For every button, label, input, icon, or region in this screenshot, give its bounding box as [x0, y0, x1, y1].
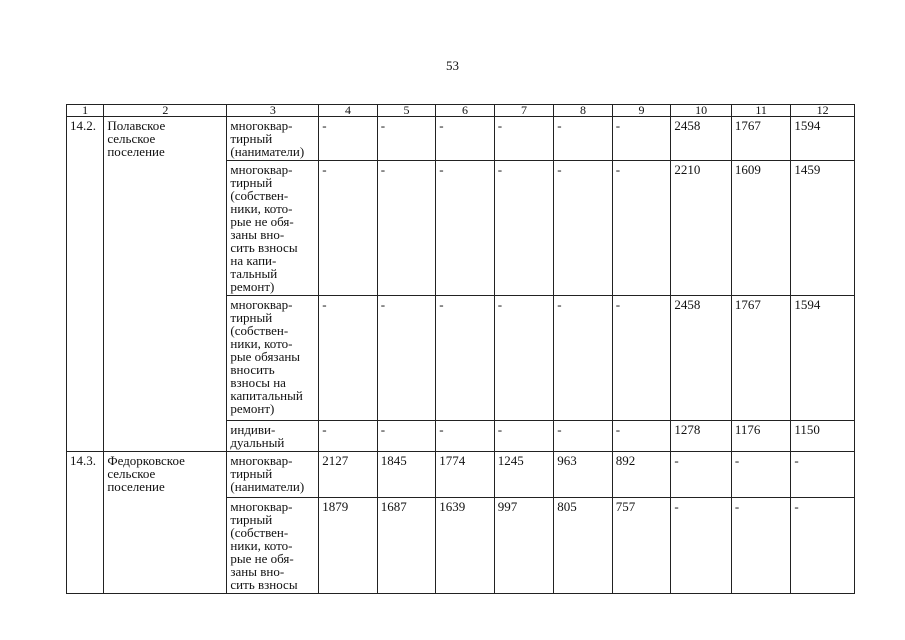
value-cell: - [554, 296, 613, 421]
housing-type-cell [227, 498, 319, 594]
text-line: капитальный [230, 388, 303, 403]
settlement-cell [104, 117, 227, 452]
value-cell: - [319, 117, 378, 161]
value-cell: - [612, 421, 671, 452]
text-line: поселение [107, 479, 165, 494]
value-cell: - [319, 421, 378, 452]
value-cell: - [612, 117, 671, 161]
text-line: поселение [107, 144, 165, 159]
value-cell: - [731, 498, 791, 594]
column-header: 1 [67, 105, 104, 117]
value-cell: - [436, 296, 495, 421]
value-cell: 805 [554, 498, 613, 594]
housing-type-cell [227, 161, 319, 296]
value-cell: 2127 [319, 452, 378, 498]
row-number-cell: 14.2. [67, 117, 104, 452]
value-cell: 1245 [494, 452, 554, 498]
value-cell: 1774 [436, 452, 495, 498]
text-line: тальный [230, 266, 278, 281]
value-cell: 1176 [731, 421, 791, 452]
value-cell: 997 [494, 498, 554, 594]
column-header: 5 [377, 105, 436, 117]
value-cell: 1639 [436, 498, 495, 594]
table-row [67, 452, 855, 498]
value-cell: 1845 [377, 452, 436, 498]
column-header: 11 [731, 105, 791, 117]
text-line: (наниматели) [230, 479, 305, 494]
text-line: Полавское [107, 118, 166, 133]
text-line: ники, кото- [230, 201, 293, 216]
value-cell: - [436, 421, 495, 452]
text-line: ники, кото- [230, 336, 293, 351]
value-cell: 2458 [671, 296, 732, 421]
text-line: заны вно- [230, 227, 285, 242]
row-number-cell: 14.3. [67, 452, 104, 594]
text-line: многоквар- [230, 118, 293, 133]
value-cell: - [791, 498, 855, 594]
text-line: сельское [107, 466, 156, 481]
text-line: рые не обя- [230, 214, 294, 229]
value-cell: - [494, 421, 554, 452]
text-line: дуальный [230, 435, 285, 450]
table-row [67, 117, 855, 161]
text-line: сить взносы [230, 240, 298, 255]
text-line: взносы на [230, 375, 286, 390]
value-cell: 1594 [791, 117, 855, 161]
settlement-cell [104, 452, 227, 594]
value-cell: 757 [612, 498, 671, 594]
value-cell: - [377, 421, 436, 452]
text-line: тирный [230, 466, 273, 481]
text-line: ремонт) [230, 401, 275, 416]
column-header: 7 [494, 105, 554, 117]
value-cell: - [377, 117, 436, 161]
page-number: 53 [446, 58, 459, 73]
text-line: ремонт) [230, 279, 275, 294]
text-line: (собствен- [230, 525, 289, 540]
value-cell: - [494, 161, 554, 296]
value-cell: - [554, 421, 613, 452]
value-cell: 1594 [791, 296, 855, 421]
value-cell: - [731, 452, 791, 498]
value-cell: - [554, 161, 613, 296]
value-cell: 1150 [791, 421, 855, 452]
text-line: (собствен- [230, 188, 289, 203]
text-line: тирный [230, 175, 273, 190]
housing-type-cell [227, 452, 319, 498]
text-line: ники, кото- [230, 538, 293, 553]
housing-type-cell [227, 296, 319, 421]
value-cell: 963 [554, 452, 613, 498]
text-line: сельское [107, 131, 156, 146]
value-cell: - [612, 161, 671, 296]
text-line: многоквар- [230, 162, 293, 177]
value-cell: 1459 [791, 161, 855, 296]
value-cell: 1609 [731, 161, 791, 296]
value-cell: 1879 [319, 498, 378, 594]
text-line: Федорковское [107, 453, 185, 468]
text-line: индиви- [230, 422, 276, 437]
value-cell: - [671, 498, 732, 594]
text-line: (наниматели) [230, 144, 305, 159]
column-header: 4 [319, 105, 378, 117]
value-cell: - [319, 296, 378, 421]
text-line: заны вно- [230, 564, 285, 579]
housing-type-cell [227, 421, 319, 452]
value-cell: - [377, 296, 436, 421]
value-cell: 1687 [377, 498, 436, 594]
tariff-table [66, 104, 855, 594]
text-line: на капи- [230, 253, 277, 268]
text-line: многоквар- [230, 297, 293, 312]
column-header: 12 [791, 105, 855, 117]
text-line: вносить [230, 362, 275, 377]
value-cell: - [494, 117, 554, 161]
column-header: 8 [554, 105, 613, 117]
value-cell: 2458 [671, 117, 732, 161]
value-cell: 892 [612, 452, 671, 498]
value-cell: - [319, 161, 378, 296]
value-cell: 1767 [731, 296, 791, 421]
value-cell: 1767 [731, 117, 791, 161]
value-cell: - [791, 452, 855, 498]
column-header: 6 [436, 105, 495, 117]
column-header: 3 [227, 105, 319, 117]
text-line: тирный [230, 131, 273, 146]
text-line: тирный [230, 310, 273, 325]
column-numbers-row [67, 105, 855, 117]
value-cell: - [494, 296, 554, 421]
text-line: тирный [230, 512, 273, 527]
value-cell: - [436, 117, 495, 161]
text-line: сить взносы [230, 577, 298, 592]
value-cell: - [671, 452, 732, 498]
housing-type-cell [227, 117, 319, 161]
text-line: многоквар- [230, 453, 293, 468]
text-line: многоквар- [230, 499, 293, 514]
value-cell: - [554, 117, 613, 161]
column-header: 9 [612, 105, 671, 117]
column-header: 2 [104, 105, 227, 117]
text-line: (собствен- [230, 323, 289, 338]
text-line: рые не обя- [230, 551, 294, 566]
value-cell: - [377, 161, 436, 296]
value-cell: 1278 [671, 421, 732, 452]
value-cell: - [612, 296, 671, 421]
text-line: рые обязаны [230, 349, 301, 364]
column-header: 10 [671, 105, 732, 117]
value-cell: 2210 [671, 161, 732, 296]
value-cell: - [436, 161, 495, 296]
